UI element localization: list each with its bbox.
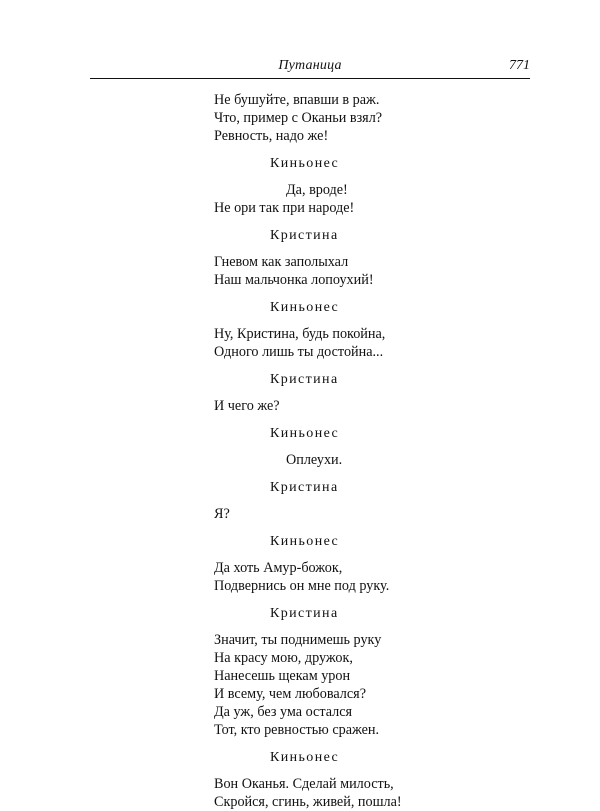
verse-line: Оплеухи. <box>286 452 343 468</box>
speaker-name: Кристина <box>270 606 339 621</box>
verse-line: Не ори так при народе! <box>214 200 355 216</box>
verse-line: Не бушуйте, впавши в раж. <box>214 92 380 108</box>
speaker-name: Кристина <box>270 228 339 243</box>
verse-line: Ну, Кристина, будь покойна, <box>214 326 386 342</box>
running-header <box>90 58 530 78</box>
verse-line: Ревность, надо же! <box>214 128 329 144</box>
speaker-name: Киньонес <box>270 300 340 315</box>
speaker-name: Киньонес <box>270 426 340 441</box>
page-number: 771 <box>509 58 530 73</box>
speaker-name: Киньонес <box>270 156 340 171</box>
running-title: Путаница <box>278 58 342 73</box>
speaker-name: Киньонес <box>270 750 340 765</box>
header-rule <box>90 78 530 79</box>
speaker-name: Кристина <box>270 372 339 387</box>
verse-line: Нанесешь щекам урон <box>214 668 351 684</box>
verse-line: Тот, кто ревностью сражен. <box>214 722 380 738</box>
verse-line: Значит, ты поднимешь руку <box>214 632 382 648</box>
verse-line: Вон Оканья. Сделай милость, <box>214 776 394 792</box>
verse-line: Я? <box>214 506 230 522</box>
verse-line: Гневом как заполыхал <box>214 254 349 270</box>
speaker-name: Кристина <box>270 480 339 495</box>
verse-line: Да уж, без ума остался <box>214 704 353 720</box>
verse-line: Подвернись он мне под руку. <box>214 578 390 594</box>
verse-line: И чего же? <box>214 398 280 414</box>
verse-line: Наш мальчонка лопоухий! <box>214 272 374 288</box>
speaker-name: Киньонес <box>270 534 340 549</box>
verse-line: Одного лишь ты достойна... <box>214 344 384 360</box>
verse-line: И всему, чем любовался? <box>214 686 367 702</box>
verse-line: Скройся, сгинь, живей, пошла! <box>214 794 402 810</box>
verse-line: Да, вроде! <box>286 182 348 198</box>
verse-line: На красу мою, дружок, <box>214 650 353 666</box>
verse-line: Да хоть Амур-божок, <box>214 560 343 576</box>
verse-body <box>214 91 474 811</box>
verse-line: Что, пример с Оканьи взял? <box>214 110 383 126</box>
